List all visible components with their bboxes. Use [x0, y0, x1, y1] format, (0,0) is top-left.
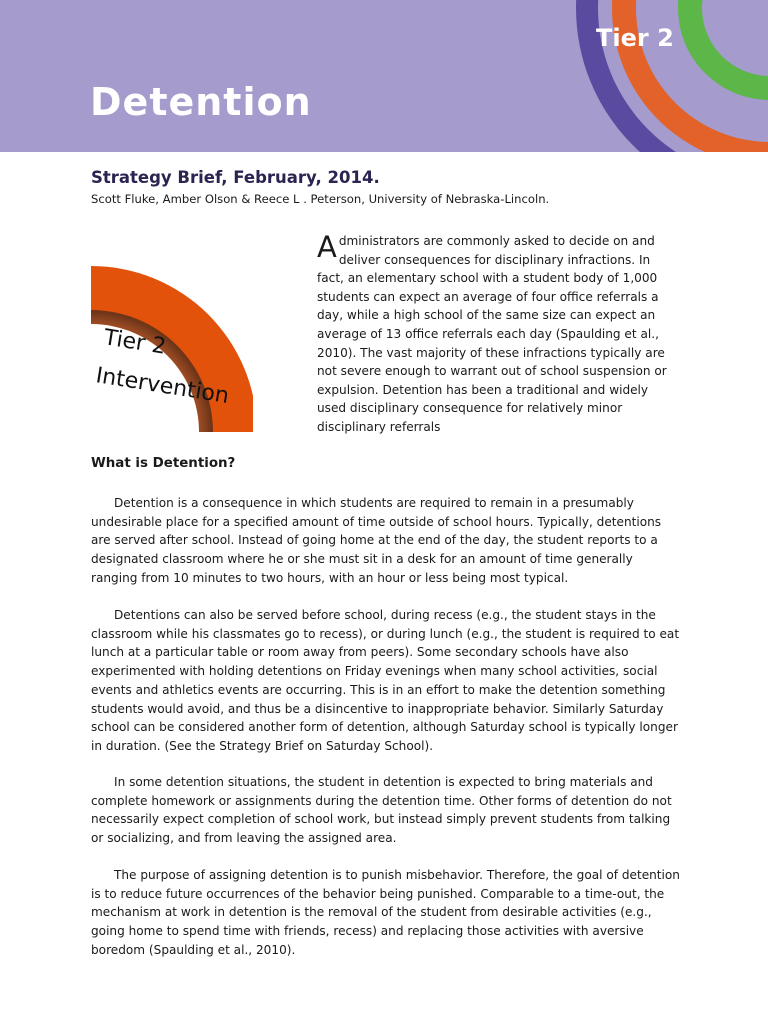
intro-paragraph [317, 232, 669, 437]
section-heading: What is Detention? [91, 456, 236, 471]
body-paragraph: In some detention situations, the student in detention is expected to bring materials and complete homework or assignments during the detention time. Other forms of detention do not necessarily expect completion of school work, but instead simply prevent students from talking or socializing, and from leaving the assigned area. [91, 775, 672, 846]
drop-cap: A [317, 230, 337, 264]
authors-line: Scott Fluke, Amber Olson & Reece L . Peterson, University of Nebraska-Lincoln. [91, 192, 550, 206]
concentric-arcs-graphic [0, 0, 768, 152]
brief-title: Strategy Brief, February, 2014. [91, 168, 380, 187]
intro-text: dministrators are commonly asked to decide on and deliver consequences for disciplinary infractions. In fact, an elementary school with a student body of 1,000 students can expect an average of four office referrals a day, while a high school of the same size can expect an average of 13 office referrals each day (Spaulding et al., 2010). The vast majority of these infractions typically are not severe enough to warrant out of school suspension or expulsion. Detention has been a traditional and widely used disciplinary consequence for relatively minor disciplinary referrals [317, 234, 667, 434]
body-paragraph: The purpose of assigning detention is to punish misbehavior. Therefore, the goal of detention is to reduce future occurrences of the behavior being punished. Comparable to a time-out, the mechanism at work in detention is the removal of the student from desirable activities (e.g., going home to spend time with friends, recess) and replacing those activities with aversive boredom (Spaulding et al., 2010). [91, 868, 680, 957]
body-paragraph: Detention is a consequence in which students are required to remain in a presumably undesirable place for a specified amount of time outside of school hours. Typically, detentions are served after school. Instead of going home at the end of the day, the student reports to a designated classroom where he or she must sit in a desk for an amount of time generally ranging from 10 minutes to two hours, with an hour or less being most typical. [91, 496, 662, 585]
body-paragraph: Detentions can also be served before school, during recess (e.g., the student stays in the classroom while his classmates go to recess), or during lunch (e.g., the student is required to eat lunch at a particular table or room away from peers). Some secondary schools have also experimented with holding detentions on Friday evenings when many school activities, social events and athletics events are occurring. This is in an effort to make the detention something students would avoid, and thus be a disincentive to inappropriate behavior. Similarly Saturday school can be considered another form of detention, although Saturday school is typically longer in duration. (See the Strategy Brief on Saturday School). [91, 608, 680, 753]
graphic-line-1: Tier 2 [102, 325, 168, 360]
header-banner [0, 0, 768, 152]
graphic-line-2: Intervention [94, 363, 231, 409]
tier-2-intervention-graphic [91, 244, 253, 432]
page-title: Detention [90, 80, 312, 124]
tier-label: Tier 2 [596, 24, 674, 52]
